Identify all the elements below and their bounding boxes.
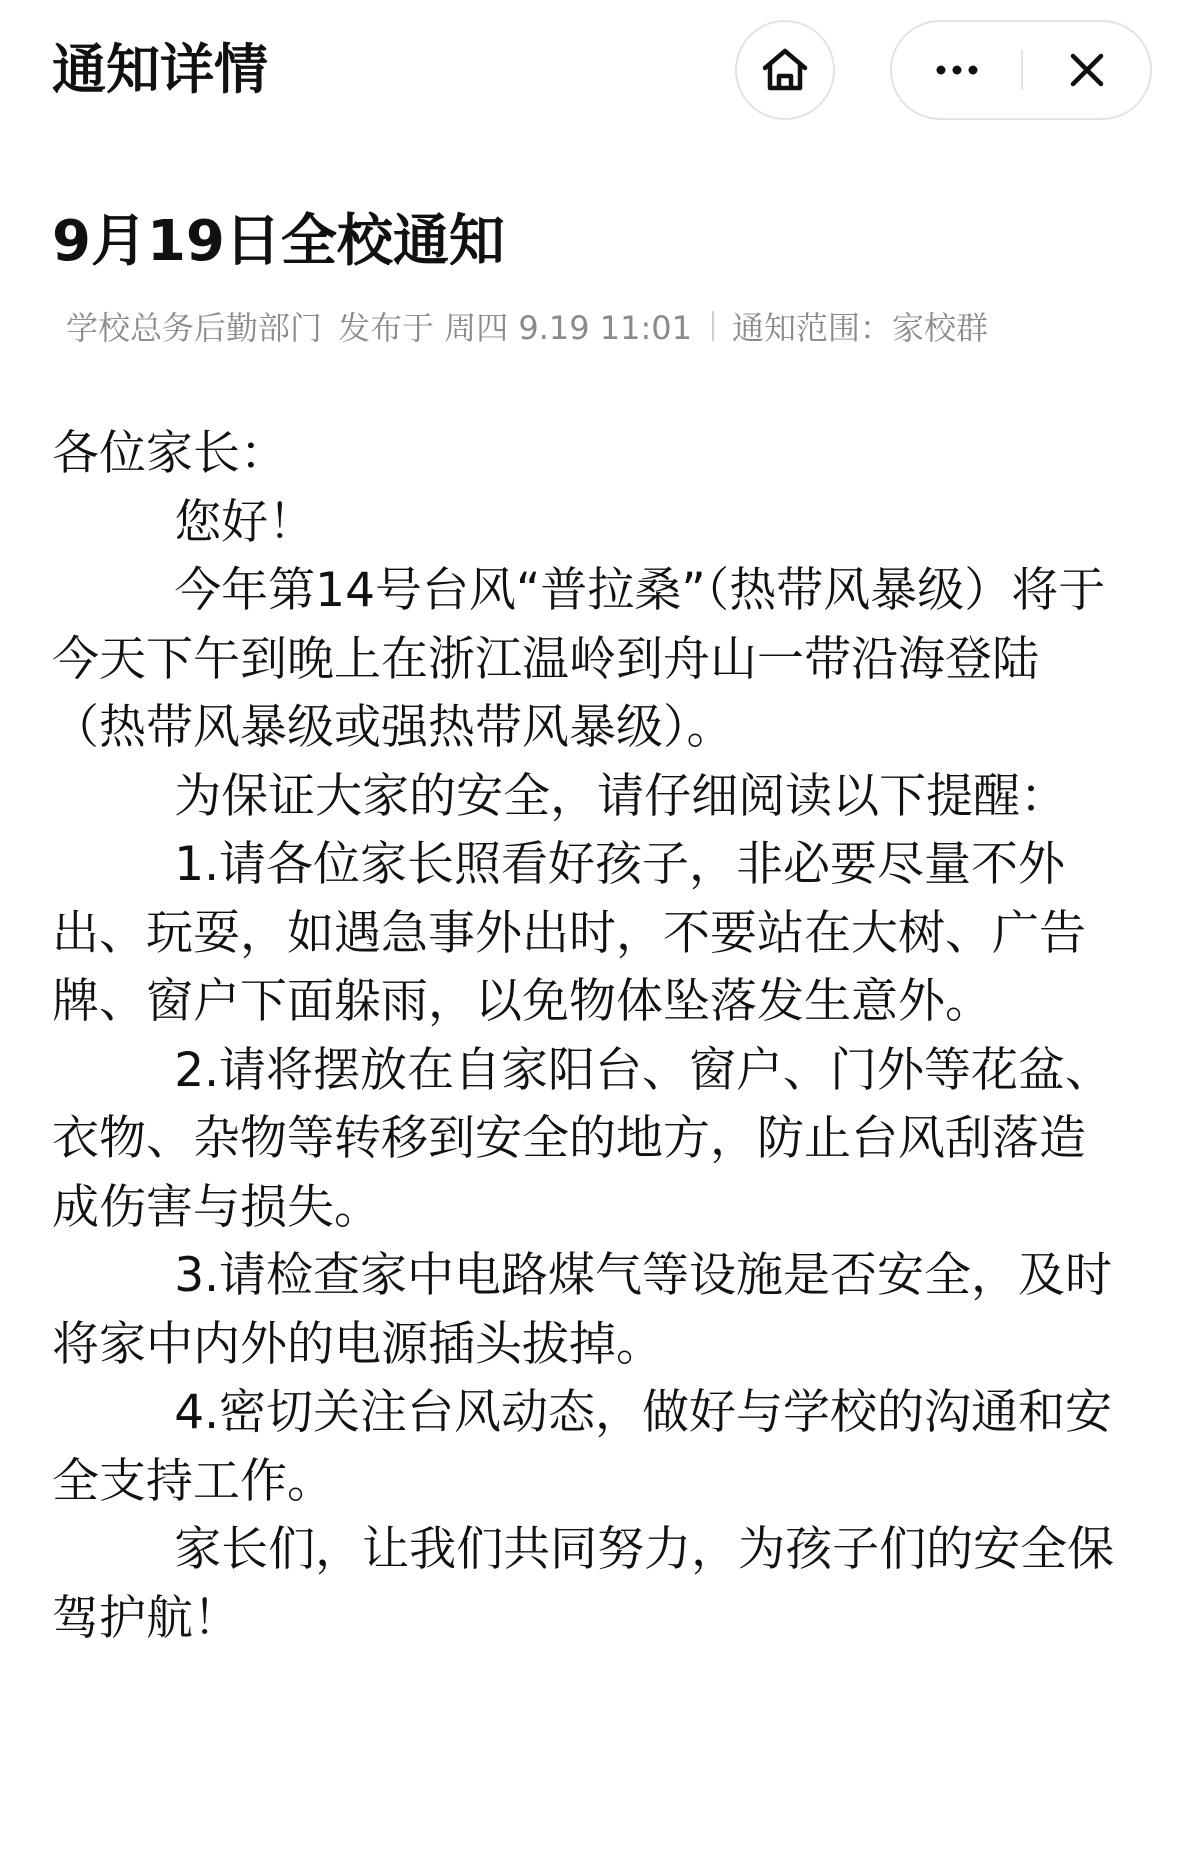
- body-paragraph: 家长们，让我们共同努力，为孩子们的安全保驾护航！: [52, 1522, 1115, 1646]
- top-bar: [0, 0, 1179, 140]
- more-button[interactable]: [892, 22, 1022, 118]
- home-icon: [759, 44, 811, 96]
- menu-capsule: [890, 20, 1152, 120]
- close-icon: [1069, 52, 1105, 88]
- body-paragraph: 为保证大家的安全，请仔细阅读以下提醒：: [174, 768, 1068, 824]
- body-paragraph: 2.请将摆放在自家阳台、窗户、门外等花盆、衣物、杂物等转移到安全的地方，防止台风刮落造成伤害与损失。: [52, 1042, 1113, 1235]
- home-button[interactable]: [735, 20, 835, 120]
- notice-meta: [66, 302, 988, 350]
- body-paragraph: 今年第14号台风“普拉桑”（热带风暴级）将于今天下午到晚上在浙江温岭到舟山一带沿海登陆（热带风暴级或强热带风暴级）。: [52, 563, 1106, 755]
- page-title: 通知详情: [52, 38, 268, 101]
- body-paragraph: 4.密切关注台风动态，做好与学校的沟通和安全支持工作。: [52, 1385, 1113, 1509]
- notice-body: [52, 420, 1127, 1653]
- meta-divider: [712, 311, 714, 341]
- body-paragraph: 3.请检查家中电路煤气等设施是否安全，及时将家中内外的电源插头拔掉。: [52, 1248, 1113, 1372]
- notice-scope: 通知范围：家校群: [732, 309, 989, 347]
- notice-title: 9月19日全校通知: [52, 209, 505, 274]
- body-paragraph: 1.请各位家长照看好孩子，非必要尽量不外出、玩耍，如遇急事外出时，不要站在大树、广告牌、窗户下面躲雨，以免物体坠落发生意外。: [52, 837, 1086, 1029]
- close-button[interactable]: [1023, 22, 1150, 118]
- body-paragraph: 您好！: [174, 494, 316, 550]
- notice-department: 学校总务后勤部门: [66, 309, 323, 347]
- notice-publish-time: 发布于 周四 9.19 11:01: [338, 309, 693, 347]
- more-icon: [935, 64, 979, 76]
- body-greeting: 各位家长：: [52, 426, 287, 481]
